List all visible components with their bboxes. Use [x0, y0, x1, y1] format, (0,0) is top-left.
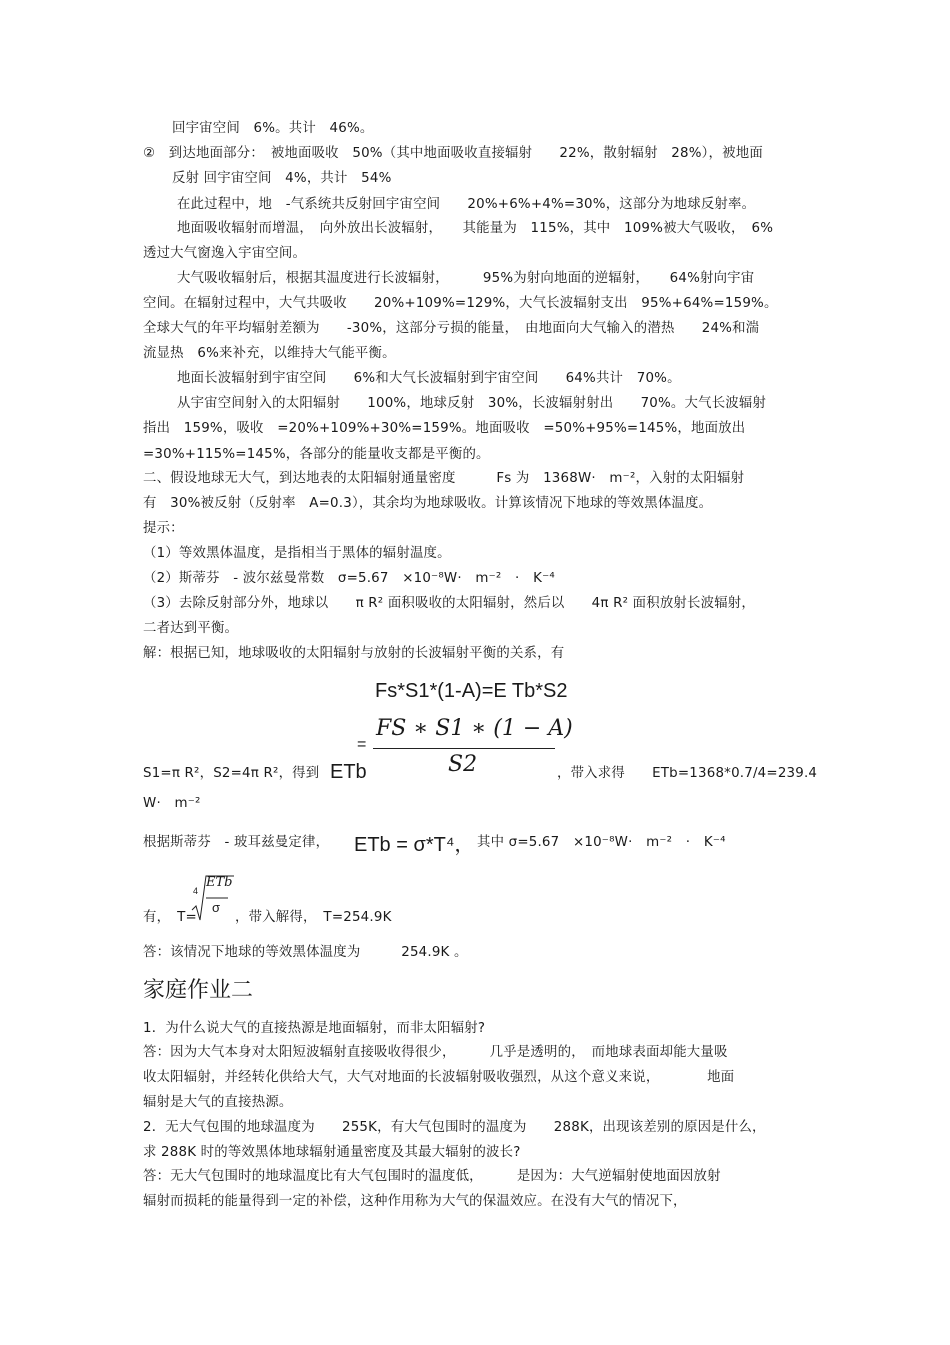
text-line: 回宇宙空间 6%。共计 46%。 — [172, 121, 374, 136]
text-line: 二者达到平衡。 — [143, 621, 239, 636]
text-line: 反射 回宇宙空间 4%，共计 54% — [172, 171, 392, 186]
text-line: 空间。在辐射过程中，大气共吸收 20%+109%=129%，大气长波辐射支出 95%+64%=159%。 — [143, 296, 778, 311]
text-line: （1）等效黑体温度，是指相当于黑体的辐射温度。 — [143, 546, 451, 561]
text-line: 2．无大气包围的地球温度为 255K，有大气包围时的温度为 288K，出现该差别的原因是什么， — [143, 1120, 766, 1135]
text-line: 大气吸收辐射后，根据其温度进行长波辐射， 95%为射向地面的逆辐射， 64%射向宇宙 — [177, 271, 755, 286]
answer-line: 答：该情况下地球的等效黑体温度为 254.9K 。 — [143, 945, 468, 960]
text-line: 透过大气窗逸入宇宙空间。 — [143, 246, 307, 261]
fraction-denominator: S2 — [448, 752, 478, 777]
text-line: 1．为什么说大气的直接热源是地面辐射，而非太阳辐射? — [143, 1021, 486, 1036]
fraction-numerator: FS ∗ S1 ∗ (1 − A) — [376, 716, 573, 741]
text-line: ，带入求得 ETb=1368*0.7/4=239.4 — [557, 766, 818, 781]
text-line: ② 到达地面部分： 被地面吸收 50%（其中地面吸收直接辐射 22%，散射辐射 28%），被地面 — [143, 146, 763, 161]
text-line: 流显热 6%来补充，以维持大气能平衡。 — [143, 346, 396, 361]
text-line: 其中 σ=5.67 ×10⁻⁸W· m⁻² · K⁻⁴ — [477, 835, 726, 850]
fraction-bar — [373, 748, 555, 749]
text-line: S1=π R²，S2=4π R²，得到 — [143, 766, 320, 781]
text-line: 答：无大气包围时的地球温度比有大气包围时的温度低， 是因为：大气逆辐射使地面因放射 — [143, 1169, 721, 1184]
text-line: 解：根据已知，地球吸收的太阳辐射与放射的长波辐射平衡的关系，有 — [143, 646, 565, 661]
text-line: 求 288K 时的等效黑体地球辐射通量密度及其最大辐射的波长? — [143, 1145, 521, 1160]
root-denominator: σ — [212, 900, 221, 915]
text-line: 地面长波辐射到宇宙空间 6%和大气长波辐射到宇宙空间 64%共计 70%。 — [177, 371, 681, 386]
text-line: 有， T= — [143, 910, 197, 925]
text-line: （3）去除反射部分外，地球以 π R² 面积吸收的太阳辐射，然后以 4π R² 面积放射长波辐射， — [143, 596, 755, 611]
text-line: （2）斯蒂芬 - 波尔兹曼常数 σ=5.67 ×10⁻⁸W· m⁻² · K⁻⁴ — [143, 571, 555, 586]
root-numerator: ETb — [206, 875, 233, 890]
etb-symbol: ETb — [330, 761, 367, 783]
text-line: 有 30%被反射（反射率 A=0.3），其余均为地球吸收。计算该情况下地球的等效黑体温度。 — [143, 496, 713, 511]
text-line: 根据斯蒂芬 - 玻耳兹曼定律， — [143, 835, 330, 850]
text-line: 辐射而损耗的能量得到一定的补偿，这种作用称为大气的保温效应。在没有大气的情况下， — [143, 1194, 687, 1209]
text-line: W· m⁻² — [143, 796, 201, 811]
stefan-formula: ETb = σ*T⁴， — [354, 834, 475, 856]
text-line: 指出 159%，吸收 =20%+109%+30%=159%。地面吸收 =50%+95%=145%，地面放出 — [143, 421, 746, 436]
section-heading: 家庭作业二 — [143, 978, 254, 1003]
text-line: 收太阳辐射，并经转化供给大气，大气对地面的长波辐射吸收强烈，从这个意义来说， 地面 — [143, 1070, 735, 1085]
text-line: 答：因为大气本身对太阳短波辐射直接吸收得很少， 几乎是透明的， 而地球表面却能大量吸 — [143, 1045, 728, 1060]
balance-formula: Fs*S1*(1-A)=E Tb*S2 — [375, 680, 568, 702]
text-line: 二、假设地球无大气，到达地表的太阳辐射通量密度 Fs 为 1368W· m⁻²，入射的太阳辐射 — [143, 471, 745, 486]
fraction-equals: = — [357, 736, 367, 753]
text-line: 地面吸收辐射而增温， 向外放出长波辐射， 其能量为 115%，其中 109%被大气吸收， 6% — [177, 221, 774, 236]
text-line: 提示： — [143, 521, 184, 536]
text-line: ，带入解得， T=254.9K — [235, 910, 392, 925]
text-line: 在此过程中，地 -气系统共反射回宇宙空间 20%+6%+4%=30%，这部分为地球反射率。 — [177, 197, 756, 212]
text-line: 全球大气的年平均辐射差额为 -30%，这部分亏损的能量， 由地面向大气输入的潜热 24%和湍 — [143, 321, 760, 336]
root-index: 4 — [193, 886, 199, 896]
text-line: =30%+115%=145%，各部分的能量收支都是平衡的。 — [143, 447, 490, 462]
text-line: 辐射是大气的直接热源。 — [143, 1095, 293, 1110]
text-line: 从宇宙空间射入的太阳辐射 100%，地球反射 30%，长波辐射射出 70%。大气长波辐射 — [177, 396, 767, 411]
